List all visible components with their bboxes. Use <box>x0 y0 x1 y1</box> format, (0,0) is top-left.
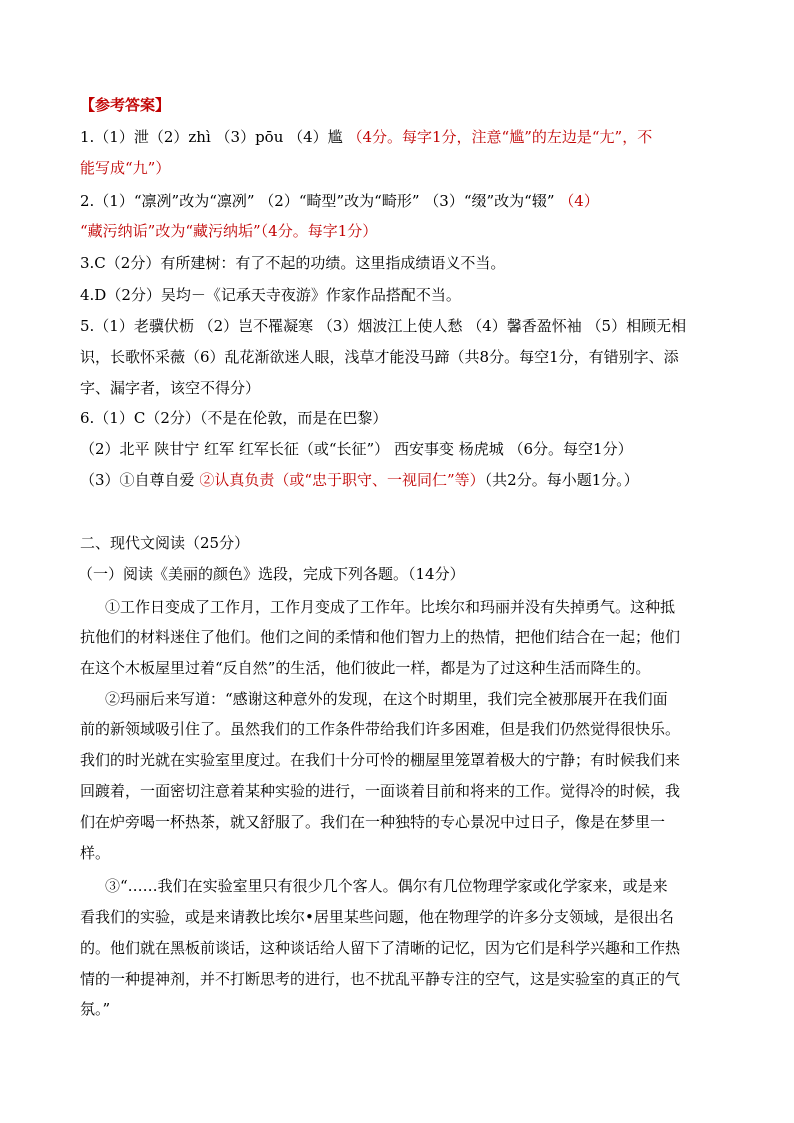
para-3-line-2: 看我们的实验，或是来请教比埃尔•居里某些问题，他在物理学的许多分支领域，是很出名 <box>80 908 674 926</box>
para-2-line-4: 回踱着，一面密切注意着某种实验的进行，一面谈着目前和将来的工作。觉得冷的时候，我 <box>80 782 681 800</box>
para-1-line-1: ①工作日变成了工作月，工作月变成了工作年。比埃尔和玛丽并没有失掉勇气。这种抵 <box>105 598 676 616</box>
answer-2-text: 2.（1）“凛冽”改为“凛冽” （2）“畸型”改为“畸形” （3）“缀”改为“辍” <box>80 192 560 210</box>
para-3-line-3: 的。他们就在黑板前谈话，这种谈话给人留下了清晰的记忆，因为它们是科学兴趣和工作热 <box>80 939 681 957</box>
answer-6-part3-b: ②认真负责（或“忠于职守、一视同仁”等） <box>199 471 485 489</box>
answer-6-line-1: 6.（1）C（2分）（不是在伦敦，而是在巴黎） <box>80 409 388 427</box>
answer-6-part3-c: （共2分。每小题1分。） <box>484 471 639 489</box>
para-3-line-1: ③“……我们在实验室里只有很少几个客人。偶尔有几位物理学家或化学家来，或是来 <box>105 877 668 895</box>
para-2-line-3: 我们的时光就在实验室里度过。在我们十分可怜的棚屋里笼罩着极大的宁静；有时候我们来 <box>80 751 681 769</box>
answer-5-line-1: 5.（1）老骥伏枥 （2）岂不罹凝寒 （3）烟波江上使人愁 （4）馨香盈怀袖 （5）相顾无相 <box>80 317 687 335</box>
answer-6-part3-a: （3）①自尊自爱 <box>80 471 200 489</box>
section-2-subtitle: （一）阅读《美丽的颜色》选段，完成下列各题。（14分） <box>78 565 465 583</box>
answer-5-line-3: 字、漏字者，该空不得分） <box>80 379 261 397</box>
para-2-line-5: 们在炉旁喝一杯热茶，就又舒服了。我们在一种独特的专心景况中过日子，像是在梦里一 <box>80 813 666 831</box>
answer-1-note: （4分。每字1分，注意“尴”的左边是“尢”，不 <box>347 128 653 146</box>
answer-2-line-2: “藏污纳诟”改为“藏污纳垢”（4分。每字1分） <box>80 222 378 240</box>
answer-2-line-1 <box>80 190 599 211</box>
answer-5-line-2: 识，长歌怀采薇（6）乱花渐欲迷人眼，浅草才能没马蹄（共8分。每空1分，有错别字、添 <box>80 348 679 366</box>
answer-4: 4.D（2分）吴均－《记承天寺夜游》作家作品搭配不当。 <box>80 286 461 304</box>
answer-2-red-part: （4） <box>559 192 599 210</box>
answers-heading: 【参考答案】 <box>80 96 171 114</box>
answer-1-text: 1.（1）泄（2）zhì （3）pōu （4）尴 <box>80 128 348 146</box>
para-1-line-2: 抗他们的材料迷住了他们。他们之间的柔情和他们智力上的热情，把他们结合在一起；他们 <box>80 628 681 646</box>
para-2-line-6: 样。 <box>80 844 111 862</box>
section-2-title: 二、现代文阅读（25分） <box>80 534 250 552</box>
answer-6-line-2: （2）北平 陕甘宁 红军 红军长征（或“长征”） 西安事变 杨虎城 （6分。每空1分） <box>80 440 633 458</box>
para-2-line-2: 前的新领域吸引住了。虽然我们的工作条件带给我们许多困难，但是我们仍然觉得很快乐。 <box>80 720 681 738</box>
para-1-line-3: 在这个木板屋里过着“反自然”的生活，他们彼此一样，都是为了过这种生活而降生的。 <box>80 659 651 677</box>
answer-6-line-3 <box>80 469 639 490</box>
para-3-line-4: 情的一种提神剂，并不打断思考的进行，也不扰乱平静专注的空气，这是实验室的真正的气 <box>80 970 681 988</box>
para-2-line-1: ②玛丽后来写道：“感谢这种意外的发现，在这个时期里，我们完全被那展开在我们面 <box>105 690 668 708</box>
para-3-line-5: 氛。” <box>80 1000 111 1018</box>
answer-3: 3.C（2分）有所建树：有了不起的功绩。这里指成绩语义不当。 <box>80 254 506 272</box>
answer-1-line-2: 能写成“九”） <box>80 159 171 177</box>
answer-1-line-1 <box>80 126 652 147</box>
